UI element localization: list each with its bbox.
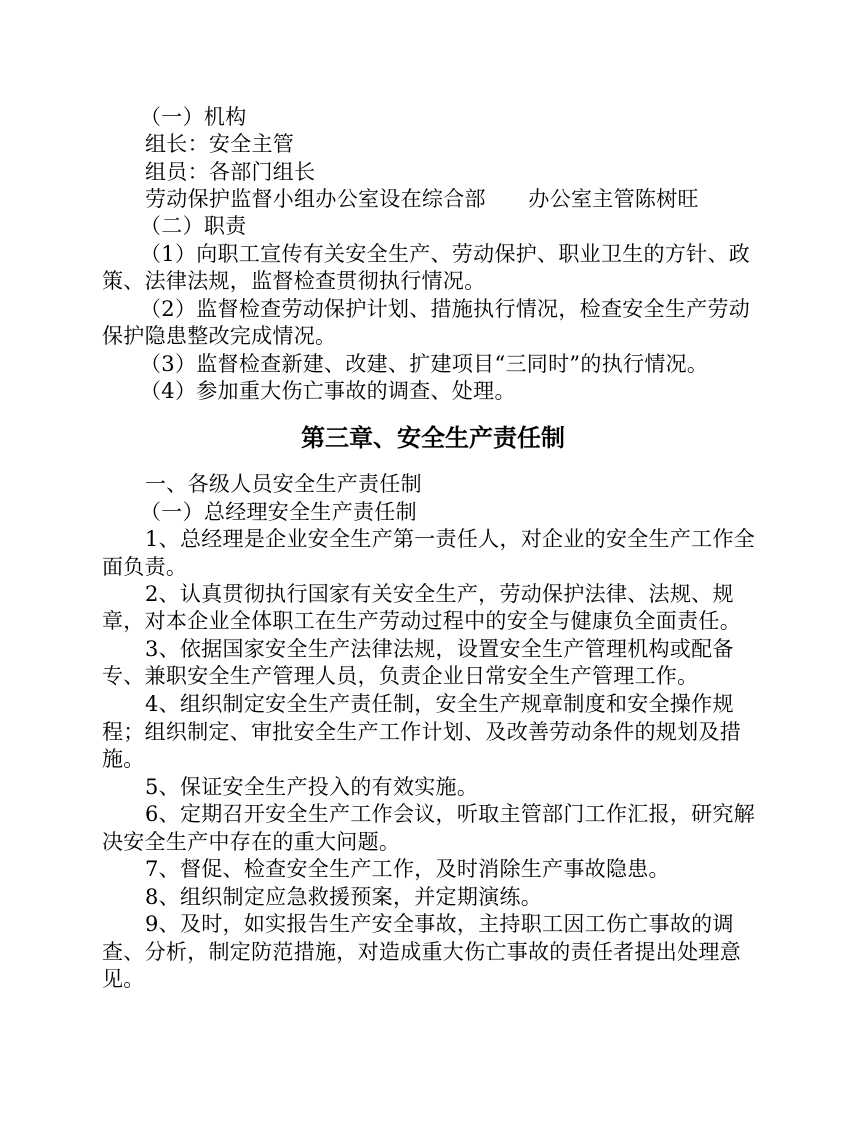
- resp-item-1: 1、总经理是企业安全生产第一责任人，对企业的安全生产工作全: [145, 527, 756, 551]
- resp-item-2: 2、认真贯彻执行国家有关安全生产，劳动保护法律、法规、规: [145, 582, 734, 606]
- resp-item-4-cont2: 施。: [102, 747, 145, 771]
- org-office: 劳动保护监督小组办公室设在综合部 办公室主管陈树旺: [145, 187, 699, 211]
- resp-item-3: 3、依据国家安全生产法律法规，设置安全生产管理机构或配备: [145, 637, 734, 661]
- org-leader: 组长：安全主管: [145, 132, 295, 156]
- resp-item-6: 6、定期召开安全生产工作会议，听取主管部门工作汇报，研究解: [145, 802, 756, 826]
- resp-item-1-cont: 面负责。: [102, 555, 188, 579]
- org-heading: （一）机构: [140, 105, 247, 129]
- duty-item-1-cont: 策、法律法规，监督检查贯彻执行情况。: [102, 269, 486, 293]
- resp-item-2-cont: 章，对本企业全体职工在生产劳动过程中的安全与健康负全面责任。: [102, 609, 741, 633]
- chapter-subtitle-2: （一）总经理安全生产责任制: [140, 500, 417, 524]
- chapter-title: 第三章、安全生产责任制: [301, 424, 565, 452]
- resp-item-7: 7、督促、检查安全生产工作，及时消除生产事故隐患。: [145, 857, 670, 881]
- resp-item-6-cont: 决安全生产中存在的重大问题。: [102, 830, 401, 854]
- resp-item-3-cont: 专、兼职安全生产管理人员，负责企业日常安全生产管理工作。: [102, 664, 699, 688]
- resp-item-4-cont: 程；组织制定、审批安全生产工作计划、及改善劳动条件的规划及措: [102, 720, 741, 744]
- resp-item-9: 9、及时，如实报告生产安全事故，主持职工因工伤亡事故的调: [145, 912, 734, 936]
- duty-item-3: （3）监督检查新建、改建、扩建项目“三同时”的执行情况。: [140, 352, 709, 376]
- resp-item-9-cont: 查、分析，制定防范措施，对造成重大伤亡事故的责任者提出处理意: [102, 940, 741, 964]
- resp-item-8: 8、组织制定应急救援预案，并定期演练。: [145, 885, 543, 909]
- duty-item-1: （1）向职工宣传有关安全生产、劳动保护、职业卫生的方针、政: [140, 242, 751, 266]
- duty-item-4: （4）参加重大伤亡事故的调查、处理。: [140, 379, 516, 403]
- org-members: 组员：各部门组长: [145, 160, 316, 184]
- duties-heading: （二）职责: [140, 214, 247, 238]
- resp-item-4: 4、组织制定安全生产责任制，安全生产规章制度和安全操作规: [145, 692, 734, 716]
- resp-item-5: 5、保证安全生产投入的有效实施。: [145, 775, 479, 799]
- resp-item-9-cont2: 见。: [102, 967, 145, 991]
- chapter-subtitle-1: 一、各级人员安全生产责任制: [145, 472, 422, 496]
- duty-item-2: （2）监督检查劳动保护计划、措施执行情况，检查安全生产劳动: [140, 297, 751, 321]
- duty-item-2-cont: 保护隐患整改完成情况。: [102, 324, 337, 348]
